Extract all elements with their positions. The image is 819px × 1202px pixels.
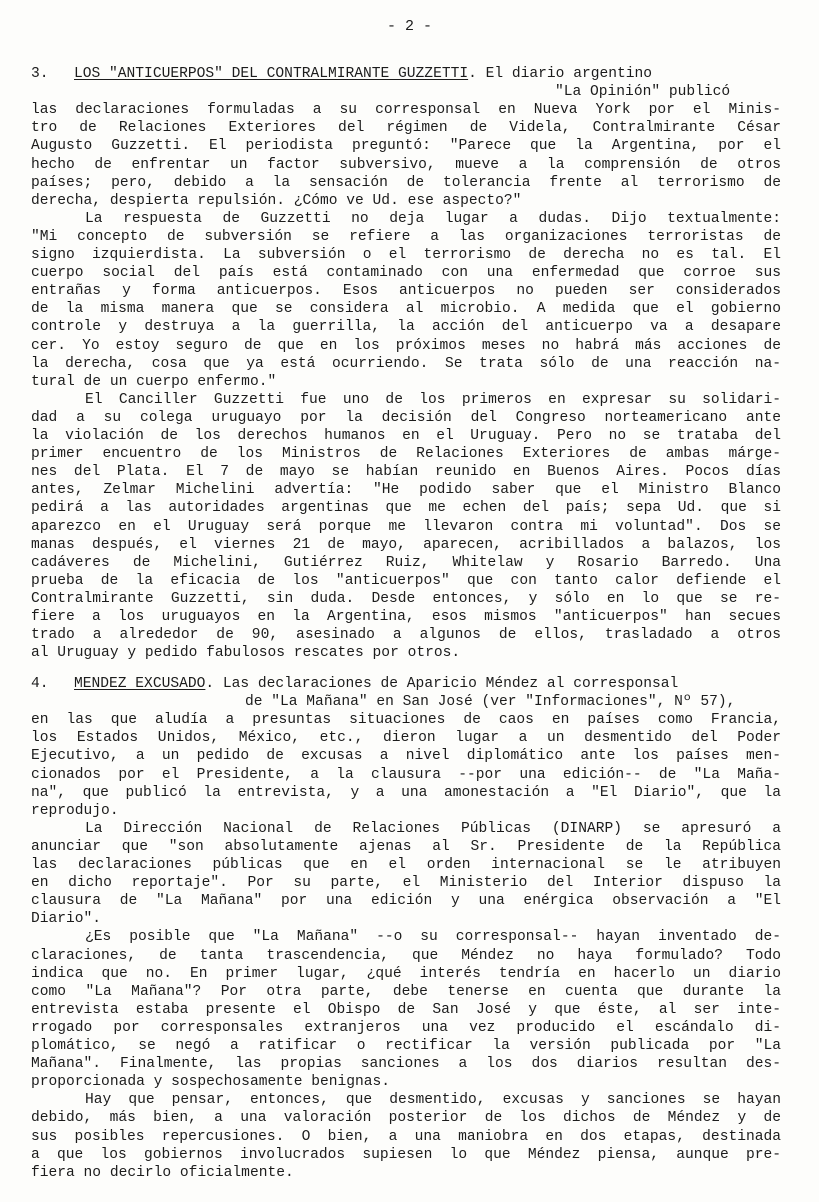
section-heading-line (31, 675, 678, 693)
body-text-line: cuerpo social del país está contaminado con una enfermedad que corroe sus (31, 265, 781, 282)
body-text-line: debido, más bien, a una valoración posterior de los dichos de Méndez y de (31, 1110, 781, 1127)
body-text-line: cer. Yo estoy seguro de que en los próximos meses no habrá más acciones de (31, 337, 781, 354)
section-number: 4. (31, 676, 49, 692)
body-text-line: hecho de enfrentar un factor subversivo, mueve a la comprensión de otros (31, 156, 781, 173)
body-text-line: "La Opinión" publicó (555, 84, 731, 101)
body-text-line: sus posibles repercusiones. O bien, a una maniobra en dos etapas, destinada (31, 1128, 781, 1145)
body-text-line: manas después, el viernes 21 de mayo, aparecen, acribillados a balazos, los (31, 536, 781, 553)
body-text-line: cadáveres de Michelini, Gutiérrez Ruiz, Whitelaw y Rosario Barredo. Una (31, 554, 781, 571)
body-text-line: ¿Es posible que "La Mañana" --o su corresponsal-- hayan inventado de- (85, 929, 781, 946)
body-text-line: Diario". (31, 911, 102, 928)
section-number: 3. (31, 66, 49, 82)
body-text-line: "Mi concepto de subversión se refiere a las organizaciones terroristas de (31, 228, 781, 245)
body-text-line: El Canciller Guzzetti fue uno de los primeros en expresar su solidari- (85, 391, 781, 408)
body-text-line: Hay que pensar, entonces, que desmentido, excusas y sanciones se hayan (85, 1092, 781, 1109)
body-text-line: Contralmirante Guzzetti, sin duda. Desde entonces, y sólo en lo que se re- (31, 590, 781, 607)
body-text-line: a que los gobiernos involucrados supiesen lo que Méndez piensa, aunque pre- (31, 1146, 781, 1163)
body-text-line: plomático, se negó a ratificar o rectificar la versión publicada por "La (31, 1038, 781, 1054)
section-mendez-excusado (31, 675, 781, 1195)
body-text-line: la derecha, cosa que ya está ocurriendo. Se trata sólo de una reacción na- (31, 355, 781, 372)
body-text-line: prueba de la eficacia de los "anticuerpos" que con tanto calor defiende el (31, 572, 781, 589)
body-text-line: La Dirección Nacional de Relaciones Públicas (DINARP) se apresuró a (85, 820, 781, 837)
page-number: - 2 - (386, 18, 432, 35)
body-text-line: tro de Relaciones Exteriores del régimen de Videla, Contralmirante César (31, 120, 781, 137)
body-text-line: Augusto Guzzetti. El periodista preguntó: "Parece que la Argentina, por el (31, 138, 781, 155)
section-heading: MENDEZ EXCUSADO (74, 676, 206, 692)
body-text-line: de la misma manera que se considera al microbio. A medida que el gobierno (31, 301, 781, 318)
section-heading: LOS "ANTICUERPOS" DEL CONTRALMIRANTE GUZZETTI (74, 66, 469, 82)
body-text-line: de "La Mañana" en San José (ver "Informaciones", Nº 57), (245, 694, 736, 711)
section-lead-text: . Las declaraciones de Aparicio Méndez al corresponsal (205, 676, 679, 692)
body-text-line: Mañana". Finalmente, las propias sanciones a los dos diarios resultan des- (31, 1056, 781, 1073)
body-text-line: signo izquierdista. La subversión o el terrorismo de derecha no es tal. El (31, 247, 781, 263)
body-text-line: nes del Plata. El 7 de mayo se habían reunido en Buenos Aires. Pocos días (31, 464, 781, 481)
body-text-line: fiera no decirlo oficialmente. (31, 1164, 294, 1181)
section-lead-text: . El diario argentino (468, 66, 653, 82)
body-text-line: la violación de los derechos humanos en el Uruguay. Pero no se trataba del (31, 428, 781, 444)
body-text-line: al Uruguay y pedido fabulosos rescates por otros. (31, 645, 461, 662)
body-text-line: entrañas y forma anticuerpos. Esos anticuerpos no pueden ser considerados (31, 283, 781, 300)
body-text-line: reprodujo. (31, 802, 119, 819)
body-text-line: pedirá a las autoridades argentinas que me echen del país; sepa Ud. que si (31, 500, 781, 517)
body-text-line: Ejecutivo, a un pedido de excusas a nivel diplomático ante los países men- (31, 748, 781, 765)
section-heading-line (31, 65, 652, 83)
body-text-line: tural de un cuerpo enfermo." (31, 373, 277, 390)
body-text-line: clausura de "La Mañana" por una edición y una enérgica observación a "El (31, 893, 781, 910)
body-text-line: los Estados Unidos, México, etc., dieron lugar a un desmentido del Poder (31, 730, 781, 747)
body-text-line: en dicho reportaje". Por su parte, el Ministerio del Interior dispuso la (31, 875, 781, 892)
body-text-line: controle y destruya a la guerrilla, la acción del anticuerpo va a desapare (31, 319, 781, 336)
body-text-line: las declaraciones formuladas a su corresponsal en Nueva York por el Minis- (31, 102, 781, 119)
body-text-line: anunciar que "son absolutamente ajenas al Sr. Presidente de la República (31, 838, 781, 855)
body-text-line: proporcionada y sospechosamente benignas. (31, 1074, 391, 1091)
body-text-line: aparezco en el Uruguay será porque me llevaron contra mi voluntad". Dos se (31, 518, 781, 535)
body-text-line: trado a alrededor de 90, asesinado a algunos de ellos, trasladado a otros (31, 627, 781, 644)
body-text-line: en las que aludía a presuntas situaciones de caos en países como Francia, (31, 712, 781, 729)
body-text-line: claraciones, de tanta trascendencia, que Méndez no haya formulado? Todo (31, 947, 781, 964)
body-text-line: antes, Zelmar Michelini advertía: "He podido saber que el Ministro Blanco (31, 482, 781, 499)
body-text-line: fiere a los uruguayos en la Argentina, esos mismos "anticuerpos" han secues (31, 609, 781, 625)
body-text-line: rrogado por corresponsales extranjeros una vez producido el escándalo di- (31, 1019, 781, 1036)
body-text-line: indica que no. En primer lugar, ¿qué interés tendría en hacerlo un diario (31, 965, 781, 982)
section-anticuerpos (31, 65, 781, 665)
body-text-line: La respuesta de Guzzetti no deja lugar a dudas. Dijo textualmente: (85, 210, 781, 227)
body-text-line: dad a su colega uruguayo por la decisión del Congreso norteamericano ante (31, 409, 781, 426)
body-text-line: derecha, despierta repulsión. ¿Cómo ve Ud. ese aspecto?" (31, 192, 522, 209)
body-text-line: como "La Mañana"? Por otra parte, debe tenerse en cuenta que durante la (31, 983, 781, 1000)
body-text-line: las declaraciones públicas que en el orden internacional se le atribuyen (31, 857, 781, 873)
body-text-line: países; pero, debido a la sensación de tolerancia frente al terrorismo de (31, 174, 781, 191)
body-text-line: cionados por el Presidente, a la clausura --por una edición-- de "La Maña- (31, 766, 781, 783)
body-text-line: entrevista estaba presente el Obispo de San José y que éste, al ser inte- (31, 1001, 781, 1018)
body-text-line: primer encuentro de los Ministros de Relaciones Exteriores de ambas márge- (31, 446, 781, 463)
body-text-line: na", que publicó la entrevista, y a una amonestación a "El Diario", que la (31, 784, 781, 801)
